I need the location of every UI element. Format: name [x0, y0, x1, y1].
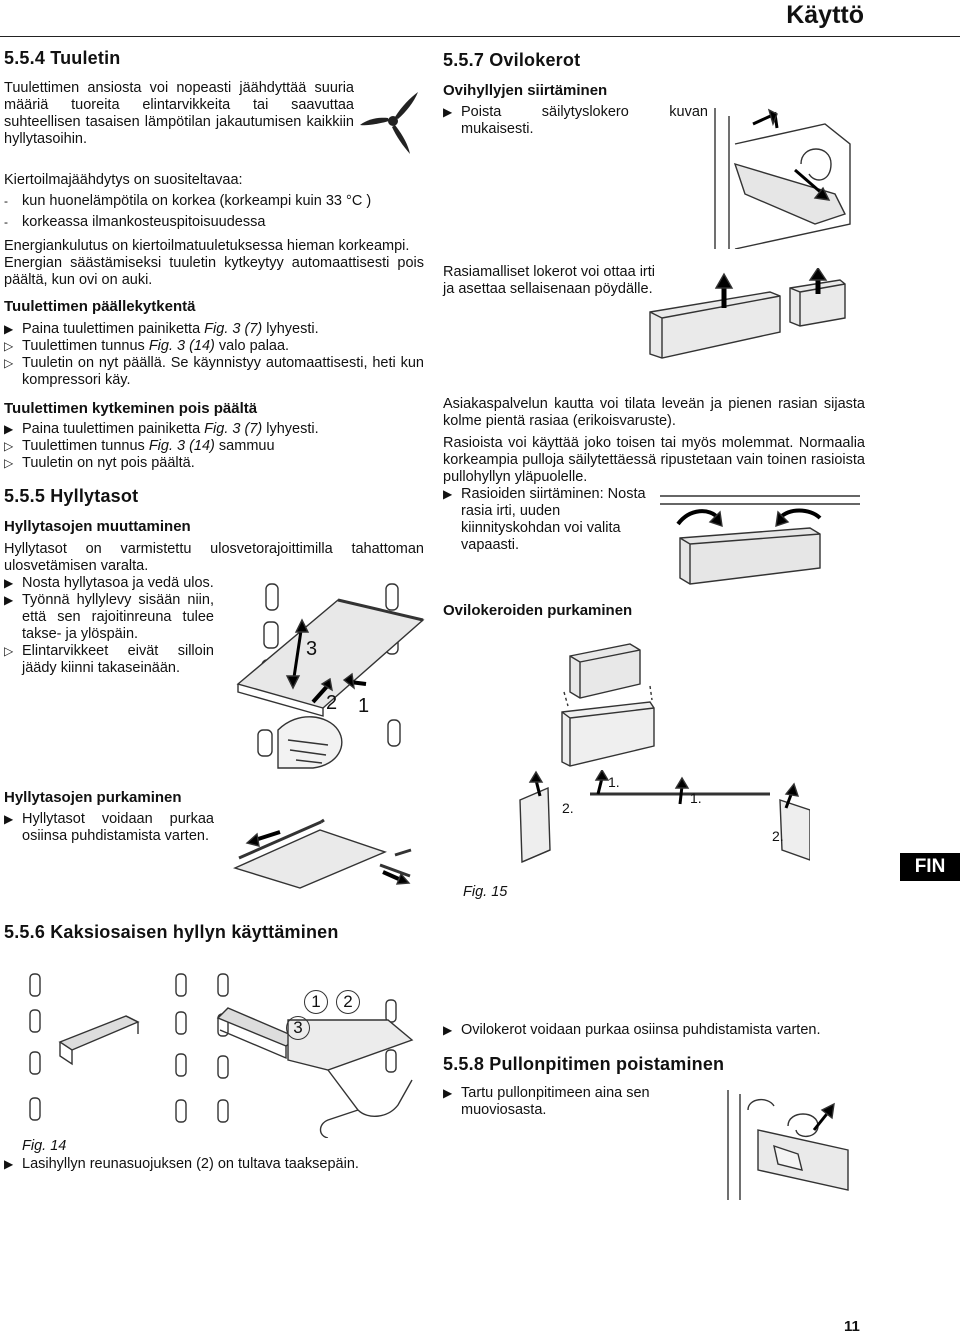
door-shelf-illustration: [705, 104, 855, 249]
box-move-illustration: [660, 488, 860, 588]
fan-intro: Tuulettimen ansiosta voi nopeasti jäähdyttää suuria määriä tuoreita elintarvikkeita tai saavuttaa suhteellisen tasaisen lämpötilan jakautumisen kaikkiin hyllytasoihin.: [4, 80, 354, 147]
shelf-fig-label-2: 2: [326, 692, 338, 714]
section-5-5-6-title: 5.5.6 Kaksiosaisen hyllyn käyttäminen: [4, 922, 339, 942]
fan-off-steps: ▶ Paina tuulettimen painiketta Fig. 3 (7) lyhyesti. ▷ Tuulettimen tunnus Fig. 3 (14) sammuu ▷ Tuuletin on nyt pois päältä.: [4, 421, 319, 471]
fig-15-label: 2.: [772, 828, 784, 844]
shelf-step: Elintarvikkeet eivät silloin jäädy kiinni takaseinään.: [22, 643, 214, 676]
door-shelves-move-title: Ovihyllyjen siirtäminen: [443, 82, 608, 99]
bottle-holder-illustration: [718, 1090, 858, 1200]
circulation-list: - kun huonelämpötila on korkea (korkeampi kuin 33 °C ) - korkeassa ilmankosteuspitoisuudessa: [4, 193, 372, 230]
page-number: 11: [844, 1318, 860, 1335]
shelf-change-illustration: [218, 580, 433, 770]
bottle-holder-steps: ▶ Tartu pullonpitimeen aina sen muoviosasta.: [443, 1085, 723, 1119]
shelf-fig-label-3: 3: [306, 638, 318, 660]
move-boxes-step: Rasioiden siirtäminen: Nosta rasia irti, uuden kiinnityskohdan voi valita vapaasti.: [461, 486, 646, 553]
section-5-5-4-title: 5.5.4 Tuuletin: [4, 48, 121, 68]
section-5-5-8-title: 5.5.8 Pullonpitimen poistaminen: [443, 1054, 725, 1074]
shelf-dismount-title: Hyllytasojen purkaminen: [4, 789, 182, 806]
fan-off-result: Tuuletin on nyt pois päältä.: [22, 455, 195, 471]
fan-icon: [358, 84, 428, 158]
fan-off-result: Tuulettimen tunnus Fig. 3 (14) sammuu: [22, 438, 275, 454]
bottle-holder-step: Tartu pullonpitimeen aina sen muoviosasta.: [461, 1085, 650, 1118]
language-tab: FIN: [900, 853, 960, 881]
shelf-dismount-step: Hyllytasot voidaan purkaa osiinsa puhdistamista varten.: [22, 811, 214, 844]
shelf-step: Nosta hyllytasoa ja vedä ulos.: [22, 575, 214, 591]
shelf-dismount-steps: ▶ Hyllytasot voidaan purkaa osiinsa puhdistamista varten.: [4, 811, 214, 844]
fan-on-result: Tuuletin on nyt päällä. Se käynnistyy automaattisesti, heti kun kompressori käy.: [22, 355, 424, 388]
customer-service-note: Asiakaspalvelun kautta voi tilata leveän ja pienen rasian sijasta kolme pientä rasiaa (erikoisvaruste).: [443, 396, 865, 429]
section-5-5-5-title: 5.5.5 Hyllytasot: [4, 486, 139, 506]
box-removal-illustration: [640, 268, 850, 368]
two-part-shelf-label-3: 3: [286, 1016, 310, 1040]
door-shelves-move-steps: ▶ Poista säilytyslokero kuvan mukaisesti.: [443, 104, 708, 137]
fig-15-caption: Fig. 15: [463, 884, 508, 900]
boxes-usage-note: Rasioista voi käyttää joko toisen tai myös molemmat. Normaalia korkeampia pulloja säilytettäessä ripustetaan vain toinen rasioista pullohyllyn yläpuolelle.: [443, 435, 865, 485]
shelf-steps: ▶ Nosta hyllytasoa ja vedä ulos. ▶ Työnnä hyllylevy sisään niin, että sen rajoitinreuna tulee takse- ja ylöspäin. ▷ Elintarvikkeet eivät silloin jäädy kiinni takaseinään.: [4, 575, 214, 676]
fig-15-label: 1.: [690, 790, 702, 806]
shelf-dismount-illustration: [225, 810, 425, 890]
fan-on-title: Tuulettimen päällekytkentä: [4, 298, 196, 315]
shelf-fig-label-1: 1: [358, 695, 370, 717]
two-part-shelf-step: Lasihyllyn reunasuojuksen (2) on tultava taaksepäin.: [22, 1156, 359, 1172]
door-shelf-dismount-illustration: [560, 636, 660, 776]
two-part-shelf-label-1: 1: [304, 990, 328, 1014]
fan-on-step: Paina tuulettimen painiketta Fig. 3 (7) lyhyesti.: [22, 321, 319, 337]
shelf-step: Työnnä hyllylevy sisään niin, että sen rajoitinreuna tulee takse- ja ylöspäin.: [22, 592, 214, 642]
fig-15-label: 2.: [562, 800, 574, 816]
energy-note-1: Energiankulutus on kiertoilmatuuletuksessa hieman korkeampi.: [4, 238, 410, 254]
circulation-item: korkeassa ilmankosteuspitoisuudessa: [22, 214, 266, 230]
energy-note-2: Energian säästämiseksi tuuletin kytkeytyy automaattisesti pois päältä, kun ovi on auki.: [4, 255, 424, 288]
door-shelves-dismount-step: Ovilokerot voidaan purkaa osiinsa puhdistamista varten.: [461, 1022, 821, 1038]
fig-14-caption: Fig. 14: [22, 1138, 67, 1154]
door-shelves-dismount-steps: ▶ Ovilokerot voidaan purkaa osiinsa puhdistamista varten.: [443, 1022, 821, 1038]
move-boxes-steps: ▶ Rasioiden siirtäminen: Nosta rasia irti, uuden kiinnityskohdan voi valita vapaasti.: [443, 486, 658, 554]
fan-on-steps: ▶ Paina tuulettimen painiketta Fig. 3 (7) lyhyesti. ▷ Tuulettimen tunnus Fig. 3 (14) valo palaa. ▷ Tuuletin on nyt päällä. Se käynnistyy automaattisesti, heti kun kompressori käy.: [4, 321, 424, 388]
two-part-shelf-label-2: 2: [336, 990, 360, 1014]
circulation-item: kun huonelämpötila on korkea (korkeampi kuin 33 °C ): [22, 193, 372, 209]
fig-15-illustration: [510, 770, 810, 880]
section-5-5-7-title: 5.5.7 Ovilokerot: [443, 50, 581, 70]
two-part-shelf-steps: ▶ Lasihyllyn reunasuojuksen (2) on tultava taaksepäin.: [4, 1156, 359, 1172]
fan-off-step: Paina tuulettimen painiketta Fig. 3 (7) lyhyesti.: [22, 421, 319, 437]
shelf-change-title: Hyllytasojen muuttaminen: [4, 518, 191, 535]
door-shelves-move-step: Poista säilytyslokero kuvan mukaisesti.: [461, 104, 708, 137]
fan-off-title: Tuulettimen kytkeminen pois päältä: [4, 400, 258, 417]
door-shelves-dismount-title: Ovilokeroiden purkaminen: [443, 602, 633, 619]
circulation-intro: Kiertoilmajäähdytys on suositeltavaa:: [4, 172, 243, 188]
box-shelves-note: Rasiamalliset lokerot voi ottaa irti ja asettaa sellaisenaan pöydälle.: [443, 264, 655, 297]
fig-15-label: 1.: [608, 774, 620, 790]
header-rule: [0, 36, 960, 37]
shelf-intro: Hyllytasot on varmistettu ulosvetorajoittimilla tahattoman ulosvetämisen varalta.: [4, 541, 424, 574]
fan-on-result: Tuulettimen tunnus Fig. 3 (14) valo palaa.: [22, 338, 290, 354]
page-header-title: Käyttö: [786, 1, 864, 29]
two-part-shelf-illustration: [28, 960, 428, 1138]
